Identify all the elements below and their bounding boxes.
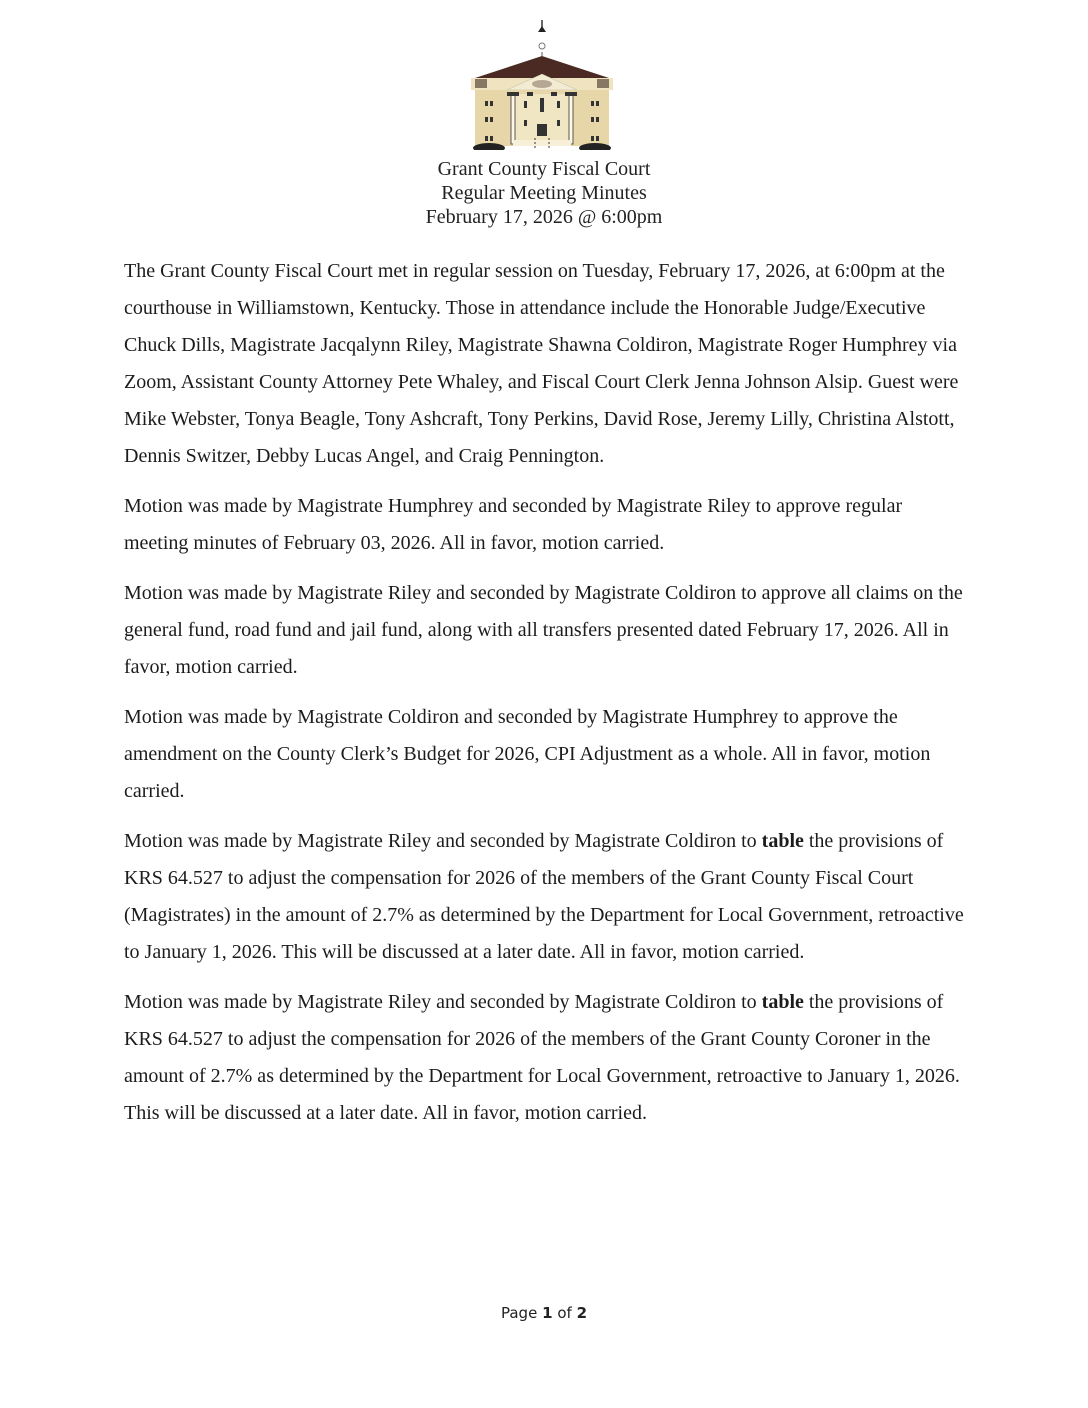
document-header xyxy=(0,157,1088,229)
motion-approve-minutes: Motion was made by Magistrate Humphrey and seconded by Magistrate Riley to approve regular meeting minutes of February 03, 2026. All in favor, motion carried. xyxy=(124,495,903,554)
motion-approve-claims: Motion was made by Magistrate Riley and seconded by Magistrate Coldiron to approve all claims on the general fund, road fund and jail fund, along with all transfers presented dated February 17, 2026. All in favor, motion carried. xyxy=(124,582,963,678)
courthouse-logo xyxy=(467,18,617,150)
minutes-body xyxy=(124,253,964,1145)
current-page: 1 xyxy=(542,1304,553,1322)
courthouse-icon xyxy=(467,18,617,150)
emphasis-table: table xyxy=(761,991,804,1013)
page-footer: Page 1 of 2 xyxy=(500,1304,587,1322)
motion-clerk-budget: Motion was made by Magistrate Coldiron and seconded by Magistrate Humphrey to approve the amendment on the County Clerk’s Budget for 2026, CPI Adjustment as a whole. All in favor, motion carried. xyxy=(124,706,931,802)
organization-name: Grant County Fiscal Court xyxy=(437,158,651,180)
motion-table-magistrate-compensation: Motion was made by Magistrate Riley and seconded by Magistrate Coldiron to table the provisions of KRS 64.527 to adjust the compensation for 2026 of the members of the Grant County Fiscal Court (Magistrates) in the amount of 2.7% as determined by the Department for Local Government, retroactive to January 1, 2026. This will be discussed at a later date. All in favor, motion carried. xyxy=(124,830,964,963)
document-title: Regular Meeting Minutes xyxy=(441,182,647,204)
total-pages: 2 xyxy=(576,1304,587,1322)
meeting-date: February 17, 2026 @ 6:00pm xyxy=(425,206,663,228)
attendance-paragraph: The Grant County Fiscal Court met in regular session on Tuesday, February 17, 2026, at 6:00pm at the courthouse in Williamstown, Kentucky. Those in attendance include the Honorable Judge/Executive Chuck Dills, Magistrate Jacqalynn Riley, Magistrate Shawna Coldiron, Magistrate Roger Humphrey via Zoom, Assistant County Attorney Pete Whaley, and Fiscal Court Clerk Jenna Johnson Alsip. Guest were Mike Webster, Tonya Beagle, Tony Ashcraft, Tony Perkins, David Rose, Jeremy Lilly, Christina Alstott, Dennis Switzer, Debby Lucas Angel, and Craig Pennington. xyxy=(124,260,959,467)
motion-table-coroner-compensation: Motion was made by Magistrate Riley and seconded by Magistrate Coldiron to table the provisions of KRS 64.527 to adjust the compensation for 2026 of the members of the Grant County Coroner in the amount of 2.7% as determined by the Department for Local Government, retroactive to January 1, 2026. This will be discussed at a later date. All in favor, motion carried. xyxy=(124,991,960,1124)
emphasis-table: table xyxy=(761,830,804,852)
